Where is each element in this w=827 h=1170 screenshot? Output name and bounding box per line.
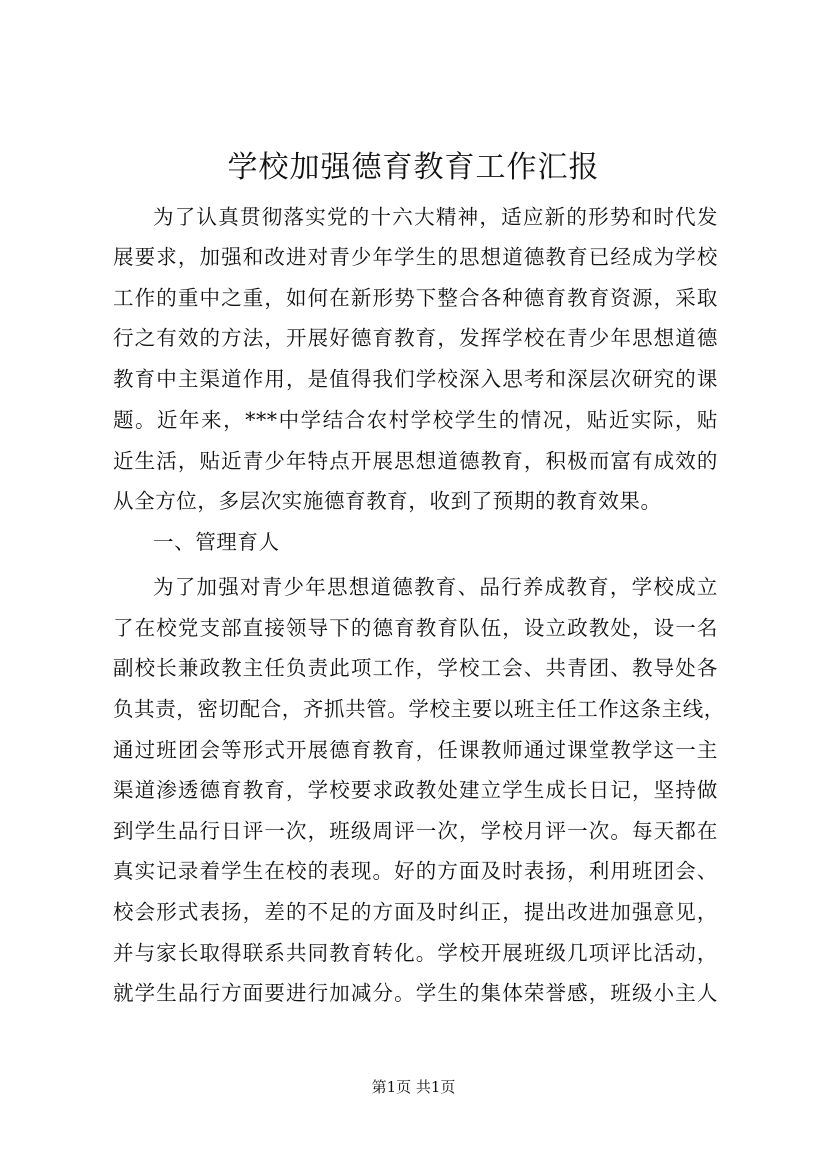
paragraph-line: 负其责，密切配合，齐抓共管。学校主要以班主任工作这条主线，	[113, 697, 725, 721]
paragraph-line: 校会形式表扬，差的不足的方面及时纠正，提出改进加强意见，	[113, 900, 718, 924]
paragraph-line: 为了认真贯彻落实党的十六大精神，适应新的形势和时代发	[153, 205, 718, 229]
paragraph-line: 副校长兼政教主任负责此项工作，学校工会、共青团、教导处各	[113, 656, 718, 680]
paragraph-line: 并与家长取得联系共同教育转化。学校开展班级几项评比活动，	[113, 941, 718, 965]
paragraph-line: 到学生品行日评一次，班级周评一次，学校月评一次。每天都在	[113, 819, 718, 843]
paragraph-line: 就学生品行方面要进行加减分。学生的集体荣誉感，班级小主人	[113, 981, 718, 1005]
section-heading: 一、管理育人	[153, 530, 280, 554]
page-number-footer: 第1页 共1页	[371, 1078, 456, 1096]
paragraph-line: 渠道渗透德育教育，学校要求政教处建立学生成长日记，坚持做	[113, 778, 718, 802]
paragraph-line: 通过班团会等形式开展德育教育，任课教师通过课堂教学这一主	[113, 738, 718, 762]
paragraph-line: 真实记录着学生在校的表现。好的方面及时表扬，利用班团会、	[113, 859, 718, 883]
paragraph-line: 了在校党支部直接领导下的德育教育队伍，设立政教处，设一名	[113, 616, 718, 640]
paragraph-line: 行之有效的方法，开展好德育教育，发挥学校在青少年思想道德	[113, 326, 718, 350]
paragraph-line: 近生活，贴近青少年特点开展思想道德教育，积极而富有成效的	[113, 449, 718, 473]
document-title: 学校加强德育教育工作汇报	[227, 150, 600, 185]
paragraph-line: 为了加强对青少年思想道德教育、品行养成教育，学校成立	[153, 575, 718, 599]
paragraph-line: 教育中主渠道作用，是值得我们学校深入思考和深层次研究的课	[113, 367, 718, 391]
paragraph-line: 从全方位，多层次实施德育教育，收到了预期的教育效果。	[113, 489, 662, 513]
paragraph-line: 展要求，加强和改进对青少年学生的思想道德教育已经成为学校	[113, 245, 718, 269]
paragraph-line: 题。近年来，***中学结合农村学校学生的情况，贴近实际，贴	[113, 408, 718, 432]
paragraph-line: 工作的重中之重，如何在新形势下整合各种德育教育资源，采取	[113, 286, 718, 310]
